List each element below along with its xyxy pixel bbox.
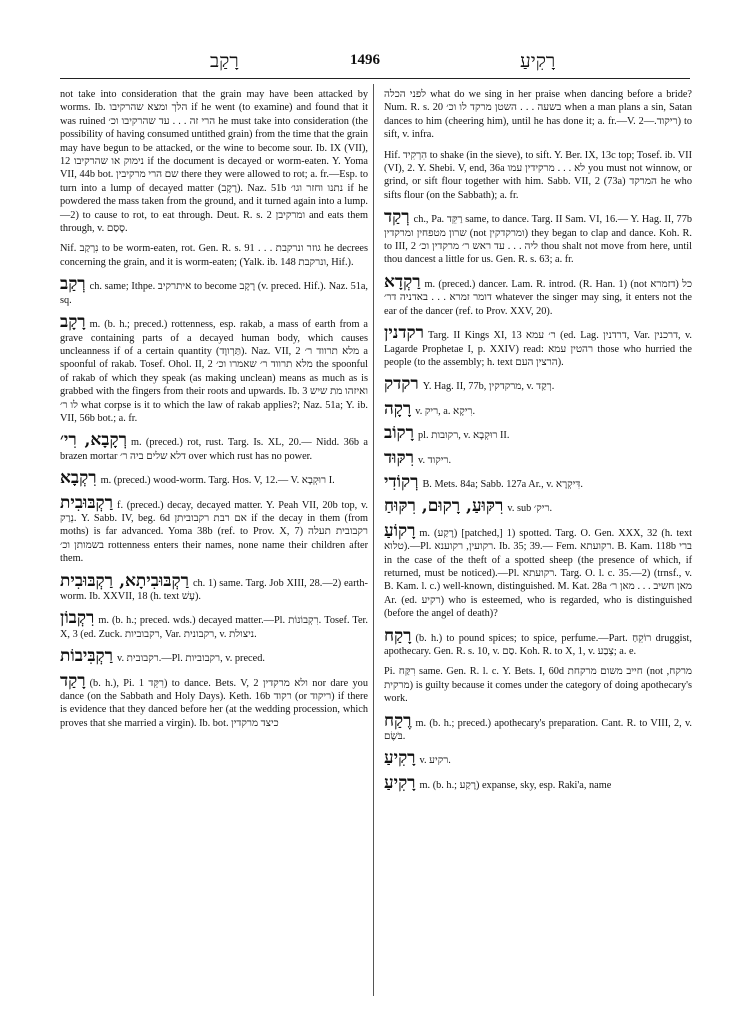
entry-text: Hif. הִרְקִיד to shake (in the sieve), to sift. Y. Ber. IX, 13c top; Tosef. ib. VII (VI), 2. Y. Shebi. V, end, 36a לא . . . מרקידין עמו you must not winnow, or grind, or sift flour together with him. Sabb. VII, 2 (73a) המרקד he who sifts flour (on the Sabbath); a. fr. (384, 149, 692, 201)
entry-headword: רקדנין (384, 323, 424, 344)
entry-headword: רָקַד (60, 670, 86, 691)
entry-text: ch. 1) same. Targ. Job XIII, 28.—2) earth-worm. Ib. XXVII, 18 (h. text עָשׁ). (60, 577, 368, 602)
dictionary-entry (60, 276, 368, 307)
entry-headword: רָקָב (60, 312, 86, 333)
entry-text: Y. Hag. II, 77b, מרקדקין, v. רְקַד. (422, 381, 555, 393)
entry-headword: רְקָבָא, רִי׳ (60, 430, 127, 451)
entry-text: v. ריקוד. (417, 454, 452, 466)
dictionary-entry (60, 610, 368, 641)
dictionary-entry (60, 492, 368, 566)
entry-headword: רָקוֹעַ (384, 520, 416, 541)
dictionary-entry (384, 447, 692, 468)
entry-headword: רָקִיעַ (384, 748, 416, 769)
entry-text: לפני הכלה what do we sing in her praise when dancing before a bride? Num. R. s. 20 בשעה . . . השטן מרקד לו וכ׳ when a man plans a sin, Satan dances to him (cheering him), until he has done it; a. fr.—V. ריקוד.—2) to sift, v. infra. (384, 89, 693, 141)
dictionary-entry (384, 376, 692, 393)
running-head-left-word: רָקַב (210, 50, 239, 72)
dictionary-entry (384, 750, 692, 767)
entry-text: pl. רקובות, v. רוּקְבָא II. (418, 430, 510, 442)
running-head-right-word: רָקִיעַ (520, 50, 556, 72)
entry-text: not take into consideration that the grain may have been attacked by worms. Ib. הלך ומצא שהרקיבו if he went (to examine) and found that it was ruined הרי זה . . . עד שהרקיבו וכ׳ he must take into consideration (the possibility of having consumed untithed grain) from the time that the grain may have begun to be attacked, or the wine to become sour. Ib. IX (VII), 12 נימוק או שהרקיבו if the document is decayed or worm-eaten. Y. Yoma VII, 44b bot. שם הרי מרקיבין there they were allowed to rot; a. fr.—Esp. to turn into a lump of decayed matter (רָקָב). Naz. 51b נתנו וחזר וגו׳ if he powdered the mass taken from the ground, and it turned again into a lump.—2) to cause to rot, to eat through. Deut. R. s. 2 ומרקיבן and eats them through, v. סָסַם. (60, 89, 369, 235)
entry-text: m. (b. h.; preced. wds.) decayed matter.—Pl. רִקְבוֹנוֹת. Tosef. Ter. X, 3 (ed. Zuck. רקבוביות, Var. רקבונית, v. ניצולת. (60, 615, 368, 640)
dictionary-entry (384, 772, 692, 793)
dictionary-entry (60, 88, 368, 235)
entry-text: v. ריק, a. רִיקָא. (415, 405, 476, 417)
entry-headword: רָקַח (384, 625, 412, 646)
entry-headword: רִקּוּד (384, 447, 414, 468)
entry-text: f. (preced.) decay, decayed matter. Y. Peah VII, 20b top, v. נְרַק. Y. Sabb. IV, beg. 6d אם רבת רקבוביתן if the decay in them (from moths) is far advanced. Yoma 38b (ref. to Prov. X, 7) רקבובית תעלה בשמותן וכ׳ rottenness enters their names, none name their children after them. (60, 499, 368, 565)
dictionary-entry (384, 425, 692, 442)
entry-text: ch., Pa. רַקֵּד same, to dance. Targ. II Sam. VI, 16.— Y. Hag. II, 77b שרון מטפחין ומרקדין (not ומרקדקין) they began to clap and dance. Koh. R. to III, 2 ליה . . . עד ראש ר׳ מרקדין וכ׳ thou shalt not move from here, until thou dancest a little for us. Gen. R. s. 63; a. fr. (384, 214, 692, 266)
entry-headword: רָקוֹב (384, 423, 414, 444)
entry-text: Targ. II Kings XI, 13 ר׳ עמא (ed. Lag. דרדנין, Var. דרכנין, v. Lagarde Prophetae I, p. XXIV) read: רהטין עמא those who hurried the people (to the assembly; h. text הרצין העם). (384, 330, 692, 368)
entry-text: v. sub ריק׳. (507, 503, 553, 515)
entry-headword: רִקְבָא (60, 468, 97, 489)
entry-text: (b. h.), Pi. רִקֵּד 1) to dance. Bets. V, 2 ולא מרקדין nor dare you dance (on the Sabbath and Holy Days). Keth. 16b רקוד (or ריקוד) if there is evidence that they danced before her (at the wedding procession, which proves that she married a virgin). Ib. bot. כיצד מרקדין (60, 677, 368, 729)
entry-text: m. (preced.) rot, rust. Targ. Is. XL, 20.— Nidd. 36b a brazen mortar דלא שלים ביה ר׳ over which rust has no power. (60, 437, 368, 462)
dictionary-entry (60, 648, 368, 665)
entry-headword: רֶקַח (384, 710, 412, 731)
entry-headword: רָקָה (384, 398, 412, 419)
entry-text: Nif. נִרְקַב to be worm-eaten, rot. Gen. R. s. 91 . . . גוזר ונרקבת he decrees concerning the grain, and it is worm-eaten; (Yalk. ib. 148 ונרקבת, Hif.). (60, 243, 368, 268)
entry-headword: רַקְבִּיבוֹת (60, 646, 114, 667)
entry-headword: רַקְדָא (384, 271, 421, 292)
entry-headword: רַקְבּוּבִית (60, 492, 114, 513)
dictionary-entry (384, 149, 692, 203)
dictionary-entry (60, 432, 368, 463)
column-divider (373, 84, 374, 996)
entry-headword: רִקּוּעַ, רָקוּם, רִקּוּחַ (384, 496, 504, 517)
dictionary-entry (60, 670, 368, 731)
dictionary-entry (384, 498, 692, 515)
right-column (384, 88, 692, 799)
dictionary-entry (60, 314, 368, 425)
dictionary-entry (384, 625, 692, 659)
entry-text: m. (b. h.; רָקַע) expanse, sky, esp. Raki'a, name (419, 779, 612, 791)
dictionary-entry (384, 209, 692, 267)
entry-text: v. רקבובית.—Pl. רקבוביות, v. preced. (117, 653, 265, 665)
entry-headword: רְקַד (384, 207, 410, 228)
dictionary-entry (384, 88, 692, 142)
entry-text: m. (b. h.; preced.) rottenness, esp. rakab, a mass of earth from a grave containing parts of a decayed human body, which causes uncleanness if of a certain quantity (תַּרְווָד). Naz. VII, 2 מלא תרווד ר׳ a spoonful of rakab. Tosef. Ohol. II, 2 מלא תרווד ר׳ שאמרו וכ׳ the spoonful of rakab of which they speak (as making unclean) means as much as is grabbed with the fingers from their roots and upwards. Ib. 3 ואיזהו מת שיש לו ר׳ what corpse is it to which the law of rakab applies?; Naz. 51a; Y. ib. VII, 56b bot.; a. fr. (60, 319, 368, 424)
dictionary-entry (60, 570, 368, 604)
dictionary-entry (384, 710, 692, 744)
entry-headword: רִקְבוֹן (60, 608, 95, 629)
dictionary-entry (384, 471, 692, 492)
entry-text: m. (preced.) wood-worm. Targ. Hos. V, 12.— V. רוּקְבָא I. (100, 475, 335, 487)
dictionary-entry (384, 325, 692, 369)
entry-text: Pi. רִקַּח same. Gen. R. l. c. Y. Bets. I, 60d חייב משום מרקחת (not מרקח, מרקית) is guilty because it comes under the category of doing apothecary's work. (384, 666, 692, 705)
header-rule (60, 78, 690, 79)
entry-text: ch. same; Ithpe. איתרקיב to become רָקָב (v. preced. Hif.). Naz. 51a, sq. (60, 281, 369, 306)
page-number: 1496 (350, 52, 380, 68)
entry-headword: רָקִיעַ (384, 772, 416, 793)
entry-text: B. Mets. 84a; Sabb. 127a Ar., v. דִּיקְרָא. (422, 478, 583, 490)
dictionary-entry (384, 665, 692, 705)
running-head (60, 50, 690, 74)
entry-headword: רקדק (384, 374, 419, 395)
entry-text: m. (b. h.; preced.) apothecary's preparation. Cant. R. to VIII, 2, v. בֹּשֶׂם. (384, 717, 692, 743)
dictionary-entry (60, 470, 368, 487)
entry-headword: רְקוֹדִי (384, 471, 419, 492)
dictionary-entry (384, 398, 692, 419)
left-column (60, 88, 368, 737)
dictionary-entry (60, 242, 368, 269)
entry-headword: רַקְבּוּבִיתָא, רַקְבּוּבִית (60, 570, 189, 591)
entry-text: m. (רָקַע) [patched,] 1) spotted. Targ. O. Gen. XXX, 32 (h. text טלוא).—Pl. רקועין, רקוענא. Ib. 35; 39.— Fem. רקועתא. B. Kam. 118b ברי in the case of the theft of a spotted sheep (the presence of which, if returned, must be noticed).—Pl. רקועתא. Targ. O. l. c. 35.—2) (trnsf., v. B. Kam. l. c.) well-known, distinguished. M. Kat. 28a מאן חשיב . . . מאן ר׳ Ar. (ed. רקיע) who is esteemed, who is regarded, who is distinguished (before the angel of death)? (384, 527, 692, 620)
dictionary-entry (384, 271, 692, 318)
entry-text: (b. h.) to pound spices; to spice, perfume.—Part. רוֹקֵחַ druggist, apothecary. Gen. R. s. 10, v. סַם. Koh. R. to X, 1, v. צְבַע; a. e. (384, 632, 692, 657)
entry-headword: רְקַב (60, 274, 86, 295)
entry-text: v. רקיע. (419, 755, 451, 767)
entry-text: m. (preced.) dancer. Lam. R. introd. (R. Han. 1) (not דזמרא) כל דומר זמרא . . . באדניה דר׳ whatever the singer may sing, it enters not the ear of the dancer (ref. to Prov. XXV, 20). (384, 278, 692, 317)
dictionary-entry (384, 520, 692, 621)
